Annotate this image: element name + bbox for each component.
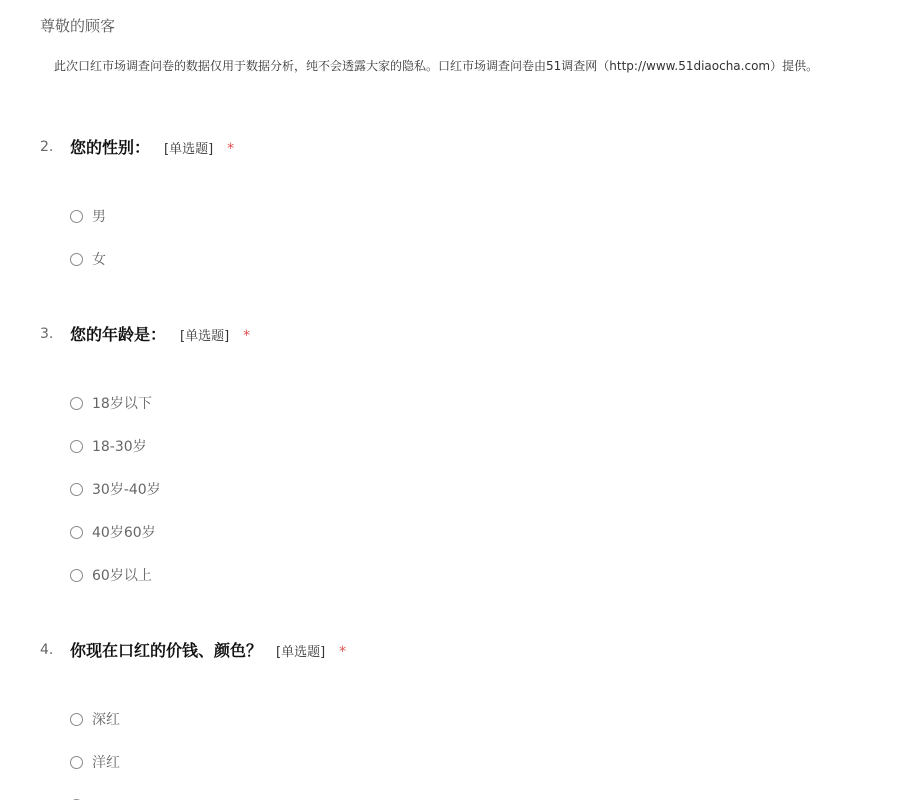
radio-option-40-60[interactable] (70, 522, 156, 542)
question-title-text: 您的性别： (70, 138, 151, 157)
radio-button[interactable] (70, 440, 83, 453)
question-type-label: [单选题] (276, 645, 326, 660)
question-gender (40, 135, 880, 268)
question-title-text: 您的年龄是： (70, 325, 167, 344)
radio-option-partial[interactable] (70, 795, 92, 800)
radio-button[interactable] (70, 713, 83, 726)
question-lipstick-price-color (40, 638, 880, 771)
radio-button[interactable] (70, 526, 83, 539)
radio-option-18-30[interactable] (70, 436, 147, 456)
radio-button[interactable] (70, 483, 83, 496)
question-age (40, 322, 880, 584)
radio-button[interactable] (70, 756, 83, 769)
question-number: 4. (40, 642, 54, 658)
option-label: 60岁以上 (92, 568, 152, 584)
option-label: 18岁以下 (92, 396, 152, 412)
question-title (70, 135, 234, 158)
option-label: 洋红 (92, 755, 120, 771)
question-number: 3. (40, 326, 54, 342)
question-title (70, 638, 346, 661)
greeting-text: 尊敬的顾客 (40, 17, 116, 35)
question-number: 2. (40, 139, 54, 155)
radio-button[interactable] (70, 253, 83, 266)
radio-option-over-60[interactable] (70, 565, 152, 585)
option-label: 30岁-40岁 (92, 482, 161, 498)
radio-option-deep-red[interactable] (70, 709, 120, 729)
radio-option-under-18[interactable] (70, 393, 152, 413)
radio-option-female[interactable] (70, 249, 106, 269)
intro-text: 此次口红市场调查问卷的数据仅用于数据分析，纯不会透露大家的隐私。口红市场调查问卷由51调查网（http://www.51diaocha.com）提供。 (54, 59, 819, 73)
question-header (40, 638, 880, 664)
radio-option-male[interactable] (70, 206, 106, 226)
option-label: 女 (92, 252, 106, 268)
radio-button[interactable] (70, 210, 83, 223)
question-title (70, 322, 250, 345)
question-type-label: [单选题] (180, 329, 230, 344)
option-label: 深红 (92, 712, 120, 728)
option-label: 男 (92, 209, 106, 225)
required-mark: * (243, 328, 251, 344)
question-header (40, 322, 880, 348)
required-mark: * (227, 141, 235, 157)
radio-button[interactable] (70, 569, 83, 582)
option-label: 18-30岁 (92, 439, 147, 455)
question-header (40, 135, 880, 161)
option-label: 40岁60岁 (92, 525, 156, 541)
question-type-label: [单选题] (164, 142, 214, 157)
required-mark: * (339, 644, 347, 660)
question-title-text: 你现在口红的价钱、颜色？ (70, 641, 263, 660)
radio-option-30-40[interactable] (70, 479, 161, 499)
radio-option-magenta[interactable] (70, 752, 120, 772)
radio-button[interactable] (70, 397, 83, 410)
